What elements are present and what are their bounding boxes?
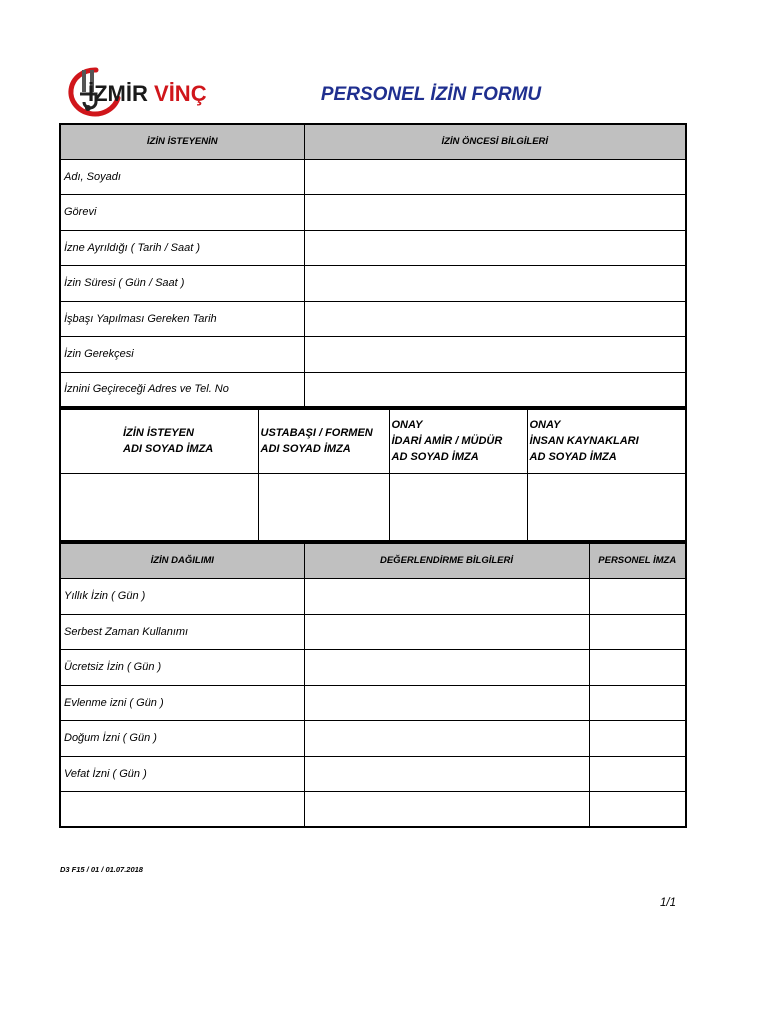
header-izin-dagilimi: İZİN DAĞILIMI	[60, 543, 304, 578]
field-empty[interactable]	[304, 791, 589, 827]
sign-yillik-izin[interactable]	[589, 578, 686, 614]
row-label-serbest-zaman: Serbest Zaman Kullanımı	[60, 614, 304, 649]
row-label-ad-soyad: Adı, Soyadı	[60, 159, 304, 194]
sign-empty[interactable]	[589, 791, 686, 827]
sig-box-insan-kaynaklari[interactable]	[527, 473, 686, 541]
field-ucretsiz-izin[interactable]	[304, 649, 589, 685]
header-izin-isteyenin: İZİN İSTEYENİN	[60, 124, 304, 159]
row-label-isbasi-tarih: İşbaşı Yapılması Gereken Tarih	[60, 301, 304, 336]
header-degerlendirme: DEĞERLENDİRME BİLGİLERİ	[304, 543, 589, 578]
sig-header-line: İDARİ AMİR / MÜDÜR	[391, 435, 503, 448]
applicant-info-table	[59, 123, 687, 408]
row-label-ucretsiz-izin: Ücretsiz İzin ( Gün )	[60, 649, 304, 685]
row-label-empty	[60, 791, 304, 827]
sig-header-line: USTABAŞI / FORMEN	[260, 427, 373, 440]
field-evlenme-izni[interactable]	[304, 685, 589, 720]
sig-header-insan-kaynaklari	[527, 409, 686, 473]
row-label-izin-suresi: İzin Süresi ( Gün / Saat )	[60, 265, 304, 301]
sig-header-line: İZİN İSTEYEN	[123, 427, 194, 440]
sig-header-line: AD SOYAD İMZA	[529, 451, 617, 464]
row-label-yillik-izin: Yıllık İzin ( Gün )	[60, 578, 304, 614]
sign-ucretsiz-izin[interactable]	[589, 649, 686, 685]
field-izin-gerekcesi[interactable]	[304, 336, 686, 372]
row-label-gorevi: Görevi	[60, 194, 304, 230]
company-logo	[66, 64, 216, 124]
document-code: D3 F15 / 01 / 01.07.2018	[60, 865, 143, 874]
row-label-vefat-izni: Vefat İzni ( Gün )	[60, 756, 304, 791]
header-izin-oncesi: İZİN ÖNCESİ BİLGİLERİ	[304, 124, 686, 159]
sign-vefat-izni[interactable]	[589, 756, 686, 791]
row-label-izin-gerekcesi: İzin Gerekçesi	[60, 336, 304, 372]
row-label-dogum-izni: Doğum İzni ( Gün )	[60, 720, 304, 756]
logo-wordmark	[88, 81, 207, 107]
row-label-adres-tel: İznini Geçireceği Adres ve Tel. No	[60, 372, 304, 407]
sig-header-line: ADI SOYAD İMZA	[123, 443, 214, 456]
field-vefat-izni[interactable]	[304, 756, 589, 791]
sig-header-idari-amir	[389, 409, 527, 473]
field-isbasi-tarih[interactable]	[304, 301, 686, 336]
field-ad-soyad[interactable]	[304, 159, 686, 194]
sig-header-line: İNSAN KAYNAKLARI	[529, 435, 639, 448]
form-title: PERSONEL İZİN FORMU	[320, 84, 542, 105]
page-number: 1/1	[660, 897, 676, 909]
field-gorevi[interactable]	[304, 194, 686, 230]
logo-word-vinc: VİNÇ	[154, 81, 207, 106]
sig-header-ustabasi	[258, 409, 389, 473]
sig-box-izin-isteyen[interactable]	[60, 473, 258, 541]
field-izin-suresi[interactable]	[304, 265, 686, 301]
row-label-evlenme-izni: Evlenme izni ( Gün )	[60, 685, 304, 720]
sign-evlenme-izni[interactable]	[589, 685, 686, 720]
sig-header-line: ONAY	[391, 419, 423, 432]
sig-box-ustabasi[interactable]	[258, 473, 389, 541]
field-dogum-izni[interactable]	[304, 720, 589, 756]
header-personel-imza: PERSONEL İMZA	[589, 543, 686, 578]
field-serbest-zaman[interactable]	[304, 614, 589, 649]
sig-box-idari-amir[interactable]	[389, 473, 527, 541]
sig-header-line: AD SOYAD İMZA	[391, 451, 479, 464]
leave-distribution-table	[59, 542, 687, 828]
signature-table	[59, 408, 687, 542]
sign-serbest-zaman[interactable]	[589, 614, 686, 649]
sig-header-line: ADI SOYAD İMZA	[260, 443, 351, 456]
sig-header-izin-isteyen	[60, 409, 258, 473]
logo-word-izmir: İZMİR	[88, 81, 148, 106]
row-label-izne-ayrildigi: İzne Ayrıldığı ( Tarih / Saat )	[60, 230, 304, 265]
field-izne-ayrildigi[interactable]	[304, 230, 686, 265]
field-yillik-izin[interactable]	[304, 578, 589, 614]
sig-header-line: ONAY	[529, 419, 561, 432]
field-adres-tel[interactable]	[304, 372, 686, 407]
sign-dogum-izni[interactable]	[589, 720, 686, 756]
